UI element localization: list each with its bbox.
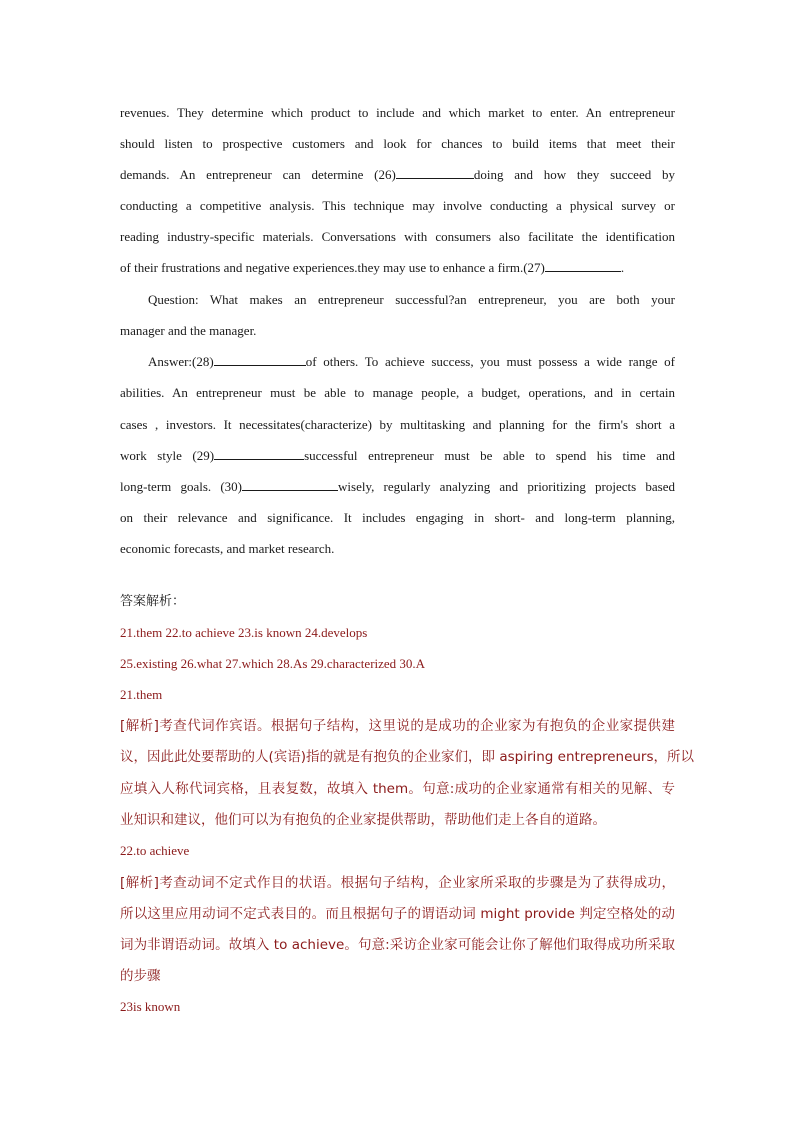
answer-item-title: 23is known — [120, 999, 181, 1014]
blank-30[interactable] — [242, 478, 338, 491]
passage-line: conducting a competitive analysis. This technique may involve conducting a physical survey or — [120, 198, 675, 213]
passage-line: cases , investors. It necessitates(characterize) by multitasking and planning for the firm's short a — [120, 417, 675, 432]
passage-line: work style (29) successful entrepreneur must be able to spend his time and — [120, 448, 675, 463]
question-line: Question: What makes an entrepreneur successful?an entrepreneur, you are both your — [148, 292, 675, 307]
blank-26[interactable] — [396, 166, 474, 179]
blank-29[interactable] — [214, 447, 304, 460]
passage-line: on their relevance and significance. It includes engaging in short- and long-term planning, — [120, 510, 675, 525]
answer-item-title: 21.them — [120, 687, 163, 702]
answer-item-title: 22.to achieve — [120, 843, 190, 858]
explanation-line: 业知识和建议，他们可以为有抱负的企业家提供帮助，帮助他们走上各自的道路。 — [120, 812, 606, 828]
answer-heading: 答案解析： — [120, 594, 186, 609]
passage-line: reading industry-specific materials. Conversations with consumers also facilitate the identification — [120, 229, 675, 244]
answer-line: Answer:(28) of others. To achieve success, you must possess a wide range of — [148, 354, 675, 369]
passage-line: revenues. They determine which product to include and which market to enter. An entrepreneur — [120, 105, 675, 120]
passage-line: demands. An entrepreneur can determine (26) doing and how they succeed by — [120, 167, 675, 182]
passage-line: manager and the manager. — [120, 323, 257, 338]
explanation-line: 词为非谓语动词。故填入 to achieve。句意:采访企业家可能会让你了解他们取得成功所采取 — [120, 937, 675, 953]
explanation-line: 议，因此此处要帮助的人(宾语)指的就是有抱负的企业家们，即 aspiring entrepreneurs，所以 — [120, 749, 695, 765]
explanation-line: [解析]考查动词不定式作目的状语。根据句子结构，企业家所采取的步骤是为了获得成功， — [120, 875, 675, 891]
blank-27[interactable] — [545, 259, 621, 272]
explanation-line: 所以这里应用动词不定式表目的。而且根据句子的谓语动词 might provide 判定空格处的动 — [120, 906, 675, 922]
explanation-line: 应填入人称代词宾格，且表复数，故填入 them。句意:成功的企业家通常有相关的见解、专 — [120, 781, 675, 797]
explanation-line: [解析]考查代词作宾语。根据句子结构，这里说的是成功的企业家为有抱负的企业家提供建 — [120, 718, 675, 734]
explanation-line: 的步骤 — [120, 968, 161, 984]
passage-line: of their frustrations and negative experiences.they may use to enhance a firm.(27) . — [120, 260, 625, 275]
passage-line: economic forecasts, and market research. — [120, 541, 335, 556]
passage-line: long-term goals. (30) wisely, regularly analyzing and prioritizing projects based — [120, 479, 675, 494]
blank-28[interactable] — [214, 353, 306, 366]
answer-key-row: 21.them 22.to achieve 23.is known 24.develops — [120, 625, 368, 640]
answer-key-row: 25.existing 26.what 27.which 28.As 29.characterized 30.A — [120, 656, 426, 671]
passage-line: should listen to prospective customers and look for chances to build items that meet their — [120, 136, 675, 151]
passage-line: abilities. An entrepreneur must be able to manage people, a budget, operations, and in certain — [120, 385, 675, 400]
